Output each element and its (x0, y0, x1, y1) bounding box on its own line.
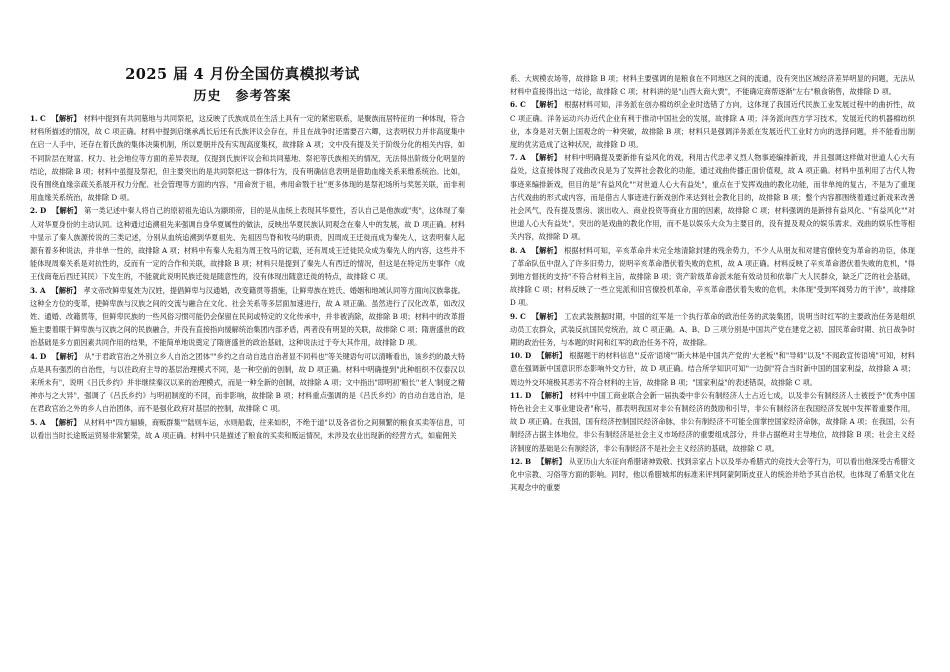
answer-number: 5. A (30, 417, 46, 427)
analysis-tag: 【解析】 (52, 351, 82, 361)
analysis-text: 材料中提到有共同墓地与共同祭祀，这反映了氏族成员在生活上具有一定的紧密联系，是聚族而居特征的一种体现，符合材料所描述的情况，故 C 项正确。材料中提到启继承禹长后还有氏族评议会存在，并且在战争时还需要召六卿，这表明权力并非高度集中在启一人手中，还存在着氏族的集体决策机制，所以夏朝并没有实现高度集权，故排除 A 项；文中没有提及关于阶级分化的相关内容，如不同阶层在财富、权力、社会地位等方面的差异表现，仅提到氏族评议会和共同墓地、祭祀等氏族相关的情况，无法得出阶级分化明显的结论，故排除 B 项；材料中虽提及祭祀，但主要突出的是共同祭祀这一群体行为，没有明确信息表明是借助血缘关系来维系统治。比如，没有围绕血缘亲疏关系展开权力分配、社会管理等方面的内容，"用命赏于祖，弗用命戮于社"更多体现的是祭祀场所与奖惩关联，而非利用血缘关系统治，故排除 D 项。 (30, 114, 465, 203)
answer-number: 11. D (510, 390, 532, 400)
answer-number: 3. A (30, 285, 46, 295)
answer-item (510, 455, 915, 495)
analysis-text: 材料中明确提及要新排有益风化的戏，利用古代忠孝义烈人物事迹编排新戏，并且强调这样做对世道人心大有益处，这直接体现了戏曲改良是为了发挥社会教化的功能，通过戏曲传播正面价值观，故 A 项正确。材料中虽利用了古代人物事迹来编排新戏，但目的是"有益风化""对世道人心大有益处"，重点在于发挥戏曲的教化功能，而非单纯的复古，不是为了重现古代戏曲的形式或内容，而是借古人事迹进行新戏创作来达到社会教化目的，故排除 B 项；整个内容都围绕着通过新戏来改善社会风气，没有提及票房、演出收入、商业投资等商业方面的因素，故排除 C 项；材料强调的是新排有益风化、"有益风化""对世道人心大有益处"，突出的是戏曲的教化作用，而不是以娱乐大众为主要目的，没有提及观众的娱乐需求、戏曲的娱乐性等相关内容，故排除 D 项。 (510, 153, 915, 242)
page-subtitle: 历史 参考答案 (193, 89, 292, 104)
answer-item (510, 389, 915, 455)
analysis-text: 材料中中国工商业联合会新一届执委中非公有制经济人士占近七成，以及非公有制经济人士被授予"优秀中国特色社会主义事业建设者"称号，都表明我国对非公有制经济的鼓励和引导，非公有制经济在我国经济发展中发挥着重要作用，故 D 项正确。在我国，国有经济控制国民经济命脉，非公有制经济不可能全面掌控国家经济命脉，故排除 A 项；在我国，公有制经济占据主体地位，非公有制经济是社会主义市场经济的重要组成部分，并非占据绝对主导地位，故排除 B 项；社会主义经济制度的基础是公有制经济，非公有制经济不是社会主义经济的基础，故排除 C 项。 (510, 390, 915, 453)
analysis-tag: 【解析】 (531, 311, 562, 321)
analysis-tag: 【解析】 (531, 153, 562, 163)
answer-item (30, 112, 465, 204)
analysis-text: 从亚历山大东征向希腊诸神致敬、找到亲家占卜以及举办希腊式的竞技大会等行为，可以看出他深受古希腊文化中宗教、习俗等方面的影响。同时，他以希腊城邦的标准来评判阿蒙阿斯皮亚人的统治并给予其自治权，也体现了希腊文化在其观念中的重要 (510, 456, 915, 493)
answer-number: 1. C (30, 114, 46, 123)
left-column (30, 112, 465, 660)
right-column (510, 72, 915, 660)
page-title: 2025 届 4 月份全国仿真模拟考试 (125, 66, 360, 83)
answer-number: 12. B (510, 456, 532, 466)
answer-number: 6. C (510, 100, 526, 110)
answer-item (510, 98, 915, 151)
analysis-tag: 【解析】 (537, 351, 567, 361)
analysis-text: 根据材料可知，洋务派在创办棉纺织企业时选错了方向，这体现了我国近代民族工业发展过程中的曲折性，故 C 项正确。洋务运动兴办近代企业有利于推动中国社会的发展，故排除 A 项；洋务派向西方学习技术，发展近代的机器棉纺织业，本身是对天朝上国观念的一种突破，故排除 B 项；材料只是强调洋务派在发展近代工业时方向的选择问题，并不能看出制度的优劣造成了这种状况，故排除 D 项。 (510, 100, 915, 150)
analysis-tag: 【解析】 (51, 285, 81, 295)
answer-item (30, 284, 465, 350)
analysis-text: 从"于君政官治之外别立乡人自治之团体""乡约之自动自选自治者显不同科也"等关键语句可以清晰看出，该乡约的最大特点是具有强烈的自治性，与以往政府主导的基层治理模式不同，是一种空前的创制，故 D 项正确。材料中明确提到"此种组织不仅泰汉以来所未有"，说明《吕氏乡约》并非继续秦汉以来的治理模式，而是一种全新的创制，故排除 A 项；文中指出"即明初'粮长''老人'制度之精神亦与之大异"，强调了《吕氏乡约》与明初制度的不同，而非影响，故排除 B 项；材料重点强调的是《吕氏乡约》的自动自选自治，是在君政官治之外的乡人自治团体，而不是强化政府对基层的控制，故排除 C 项。 (30, 351, 465, 414)
answer-item (510, 349, 915, 389)
answer-number: 2. D (30, 206, 47, 216)
analysis-tag: 【解析】 (531, 100, 562, 110)
analysis-tag: 【解析】 (51, 417, 81, 427)
analysis-tag: 【解析】 (51, 114, 81, 123)
answer-number: 10. D (510, 351, 532, 361)
answer-item (30, 204, 465, 283)
analysis-text: 孝文帝改鲜卑复姓为汉姓，提倡鲜卑与汉通婚，改变籍贯等措施，让鲜卑族在姓氏、婚姻和地域认同等方面向汉族靠拢。这种全方位的变革，使鲜卑族与汉族之间的交流与融合在文化、社会关系等多层面加速进行，故 A 项正确。虽然进行了汉化改革，如改汉姓、通婚、改籍贯等，但鲜卑民族的一些风俗习惯可能仍会保留在民间或特定的文化传承中，并非被消除，故排除 B 项；材料中的改革措施主要着眼于鲜卑族与汉族之间的民族融合，并没有直接指向缓解统治集团内部矛盾，两者没有明显的关联，故排除 C 项；隋唐盛世的政治基础是多方面因素共同作用的结果，不能简单地说奠定了隋唐盛世的政治基础，这种说法过于夸大其作用，故排除 D 项。 (30, 285, 465, 348)
analysis-text: 从材料中"四方辐辏，商贩群集""陆则车运，水则船载，往来如织，不绝于道"以及各省份之间频繁的粮食买卖等信息，可以看出当时长途贩运贸易非常繁荣，故 A 项正确。材料中只是描述了粮食的买卖和贩运情况，未涉及农业出现新的经营方式，如雇佣关 (30, 417, 465, 440)
answer-number: 4. D (30, 351, 47, 361)
answer-number: 9. C (510, 311, 526, 321)
analysis-text: 工农武装割据时期，中国的红军是一个执行革命的政治任务的武装集团，说明当时红军的主要政治任务是组织动员工农群众，武装反抗国民党统治，故 C 项正确。A、B、D 三项分别是中国共产党在建党之初、国民革命时期、抗日战争时期的政治任务，与本题的时间和红军的政治任务不符，故排除。 (510, 311, 915, 348)
continued-text: 系、大规模农场等，故排除 B 项；材料主要强调的是粮食在不同地区之间的流通，没有突出区域经济差异明显的问题，无法从材料中直接得出这一结论，故排除 C 项；材料讲的是"山西大商大贾"，不能确定商帮逐渐"左右"粮食销售，故排除 D 项。 (510, 74, 915, 97)
answer-number: 8. A (510, 245, 526, 255)
analysis-tag: 【解析】 (537, 456, 566, 466)
analysis-tag: 【解析】 (537, 390, 567, 400)
answer-item (30, 350, 465, 416)
answer-item (510, 310, 915, 350)
analysis-text: 根据题干的材料信息"'反帝'语境""斯大林是中国共产党的'大老板'"和"导师"以及"不闻政宣传语境"可知，材料意在强调新中国意识形态影响外交方针，故 D 项正确。结合所学知识可知"一边倒"符合当时新中国的国家利益，故排除 A 项；周边外交环境极其恶劣不符合材料的主旨，故排除 B 项；"国家利益"的表述错误，故排除 C 项。 (510, 351, 915, 387)
analysis-tag: 【解析】 (531, 245, 562, 255)
answer-item (510, 244, 915, 310)
analysis-text: 第一类记述中秦人将自己的原初祖先追认为颛顼帝，目的是从血统上表现其华夏性，否认自己是他族或"夷"，这体现了秦人对华夏身份的主动认同。这种通过追溯祖先来强调自身华夏属性的做法，反映出华夏民族认同观念在秦人中的发展，故 D 项正确。材料中显示了秦人族源传说的三类记述，分别从血统追溯到华夏祖先、先祖因鸟脊和牧马的职责，因周成王迁徙而成为秦先人，这表明秦人起源有着多种说法，并非单一性的，故排除 A 项；材料中有秦人先祖为周王牧马的记载，还有周成王迁徙民众成为秦先人的内容，这些并不能体现周秦关系是对抗性的，反而有一定的合作和关联，故排除 B 项；材料只是提到了秦先人有西迁的情况，但这是在特定历史事件（成王伐商奄后西迁其民）下发生的，不能就此说明民族迁徙是随意性的，没有体现出随意迁徙的特点，故排除 C 项。 (30, 206, 465, 282)
answer-item (30, 416, 465, 442)
answer-item (510, 151, 915, 243)
analysis-tag: 【解析】 (52, 206, 82, 216)
analysis-text: 根据材料可知，辛亥革命并未完全地清除封建的残余势力，不少人从朋友和对建官僚转变为革命的功臣，体现了革命队伍中混入了许多旧势力，说明辛亥革命潜伏着失败的危机，故 A 项正确。材料反映了辛亥革命潜伏着失败的危机，"得到地方督抚的支持"不符合材料主旨，故排除 B 项；资产阶级革命派未能有效动员和依靠广大人民群众，缺乏广泛的社会基础，故排除 C 项；材料反映了一些立宪派和旧官僚投机革命，辛亥革命潜伏着失败的危机，未体现"受到军阀势力的干涉"，故排除 D 项。 (510, 245, 915, 308)
answer-number: 7. A (510, 153, 526, 163)
